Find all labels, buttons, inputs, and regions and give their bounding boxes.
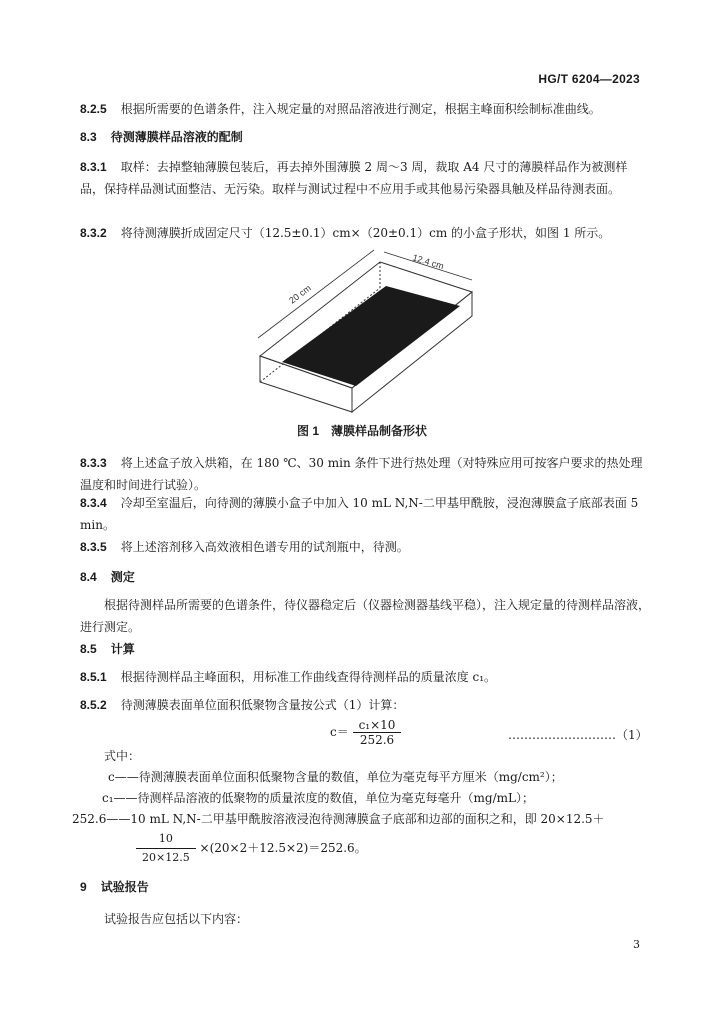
section-9-heading: 9 试验报告 [80,880,149,894]
dim-length-label: 20 cm [287,282,313,306]
definition-c: c——待测薄膜表面单位面积低聚物含量的数值，单位为毫克每平方厘米（mg/cm²）； [108,770,563,784]
section-9-text: 试验报告应包括以下内容： [104,912,249,926]
section-8-3-5: 8.3.5 将上述溶剂移入高效液相色谱专用的试剂瓶中，待测。 [80,540,409,554]
formula-numerator: c₁×10 [353,718,402,733]
formula-1 [330,718,401,747]
section-8-5-2: 8.5.2 待测薄膜表面单位面积低聚物含量按公式（1）计算： [80,698,405,712]
formula-lhs: c＝ [330,725,349,739]
equation-number: ………………………（1） [508,728,648,742]
section-8-3-4: 8.3.4 冷却至室温后，向待测的薄膜小盒子中加入 10 mL N,N-二甲基甲酰胺，浸泡薄膜盒子底部表面 5 min。 [80,496,639,532]
film-box-figure [252,246,482,416]
definition-area-tail: $\frac{10}{20\times 12.5}$ ×(20×2＋12.5×2)＝252.6。 [80,830,650,867]
section-8-3-3: 8.3.3 将上述盒子放入烘箱，在 180 ℃、30 min 条件下进行热处理（对特殊应用可按客户要求的热处理温度和时间进行试验）。 [80,456,643,492]
page-number: 3 [633,938,640,951]
definition-c1: c₁——待测样品溶液的低聚物的质量浓度的数值，单位为毫克每毫升（mg/mL）； [102,791,534,805]
definitions-intro: 式中： [104,749,141,763]
definition-area: 252.6——10 mL N,N-二甲基甲酰胺溶液浸泡待测薄膜盒子底部和边部的面积之和，即 20×12.5＋ [72,812,605,826]
section-8-5-1: 8.5.1 根据待测样品主峰面积，用标准工作曲线查得待测样品的质量浓度 c₁。 [80,670,497,684]
section-8-4-heading: 8.4 测定 [80,570,135,584]
section-8-4-text: 根据待测样品所需要的色谱条件，待仪器稳定后（仪器检测器基线平稳），注入规定量的待测样品溶液，进行测定。 [80,598,651,634]
formula-definitions [72,746,650,867]
section-8-2-5: 8.2.5 根据所需要的色谱条件，注入规定量的对照品溶液进行测定，根据主峰面积绘制标准曲线。 [80,102,601,116]
film-sample-area [282,286,460,386]
section-8-5-heading: 8.5 计算 [80,642,135,656]
dim-width-label: 12.4 cm [411,252,445,272]
standard-code: HG/T 6204—2023 [538,72,640,86]
section-8-3-2: 8.3.2 将待测薄膜折成固定尺寸（12.5±0.1）cm×（20±0.1）cm 的小盒子形状，如图 1 所示。 [80,226,611,240]
figure-caption: 图 1 薄膜样品制备形状 [296,424,428,438]
formula-denominator: 252.6 [359,733,395,747]
section-8-3-heading: 8.3 待测薄膜样品溶液的配制 [80,130,243,144]
section-8-3-1: 8.3.1 取样：去掉整轴薄膜包装后，再去掉外围薄膜 2 周～3 周，裁取 A4 尺寸的薄膜样品作为被测样品，保持样品测试面整洁、无污染。取样与测试过程中不应用手或其他易污染器具触及样品待测表面。 [80,160,628,196]
